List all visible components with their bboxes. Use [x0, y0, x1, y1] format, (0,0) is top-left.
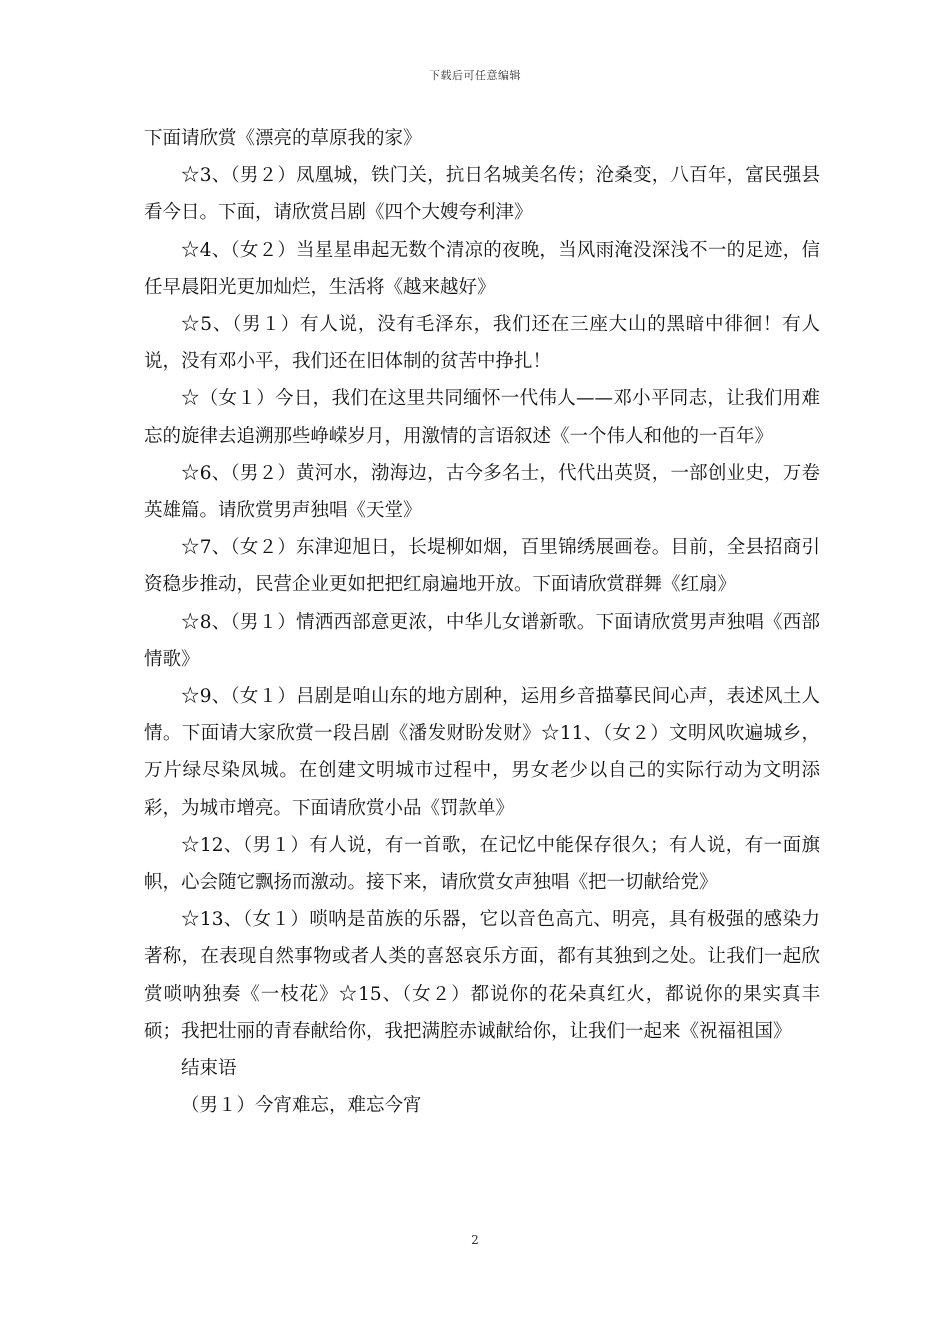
paragraph-intro: 下面请欣赏《漂亮的草原我的家》 [144, 128, 422, 149]
paragraph-item-13-15: ☆13、（女１）唢呐是苗族的乐器，它以音色高亢、明亮，具有极强的感染力著称，在表现自然事物或者人类的喜怒哀乐方面，都有其独到之处。让我们一起欣赏唢呐独奏《一枝花》☆15、（女２）都说你的花朵真红火，都说你的果实真丰硕；我把壮丽的青春献给你，我把满腔赤诚献给你，让我们一起来《祝福祖国》 [144, 909, 820, 1042]
paragraph-item-12: ☆12、（男１）有人说，有一首歌，在记忆中能保存很久；有人说，有一面旗帜，心会随它飘扬而激动。接下来，请欣赏女声独唱《把一切献给党》 [144, 834, 820, 894]
paragraph-item-6: ☆6、（男２）黄河水，渤海边，古今多名士，代代出英贤，一部创业史，万卷英雄篇。请欣赏男声独唱《天堂》 [144, 462, 820, 522]
paragraph-item-5-female: ☆（女１）今日，我们在这里共同缅怀一代伟人——邓小平同志，让我们用难忘的旋律去追溯那些峥嵘岁月，用激情的言语叙述《一个伟人和他的一百年》 [144, 388, 820, 447]
paragraph-item-9-11: ☆9、（女１）吕剧是咱山东的地方剧种，运用乡音描摹民间心声，表述风土人情。下面请大家欣赏一段吕剧《潘发财盼发财》☆11、（女２）文明风吹遍城乡，万片绿尽染凤城。在创建文明城市过程中，男女老少以自己的实际行动为文明添彩，为城市增亮。下面请欣赏小品《罚款单》 [144, 686, 820, 819]
paragraph-item-7: ☆7、（女２）东津迎旭日，长堤柳如烟，百里锦绣展画卷。目前，全县招商引资稳步推动，民营企业更如把把红扇遍地开放。下面请欣赏群舞《红扇》 [144, 537, 820, 596]
paragraph-closing-heading: 结束语 [181, 1058, 237, 1080]
paragraph-item-8: ☆8、（男１）情洒西部意更浓，中华儿女谱新歌。下面请欣赏男声独唱《西部情歌》 [144, 611, 820, 670]
paragraph-item-3: ☆3、（男２）凤凰城，铁门关，抗日名城美名传；沧桑变，八百年，富民强县看今日。下面，请欣赏吕剧《四个大嫂夸利津》 [144, 165, 820, 224]
document-body [144, 120, 820, 1124]
paragraph-item-4: ☆4、（女２）当星星串起无数个清凉的夜晚，当风雨淹没深浅不一的足迹，信任早晨阳光更加灿烂，生活将《越来越好》 [144, 239, 820, 298]
page-number: 2 [471, 1233, 479, 1247]
page-header: 下载后可任意编辑 [429, 69, 521, 82]
paragraph-closing-line: （男１）今宵难忘，难忘今宵 [181, 1095, 422, 1117]
paragraph-item-5: ☆5、（男１）有人说，没有毛泽东，我们还在三座大山的黑暗中徘徊！有人说，没有邓小平，我们还在旧体制的贫苦中挣扎！ [144, 314, 820, 373]
